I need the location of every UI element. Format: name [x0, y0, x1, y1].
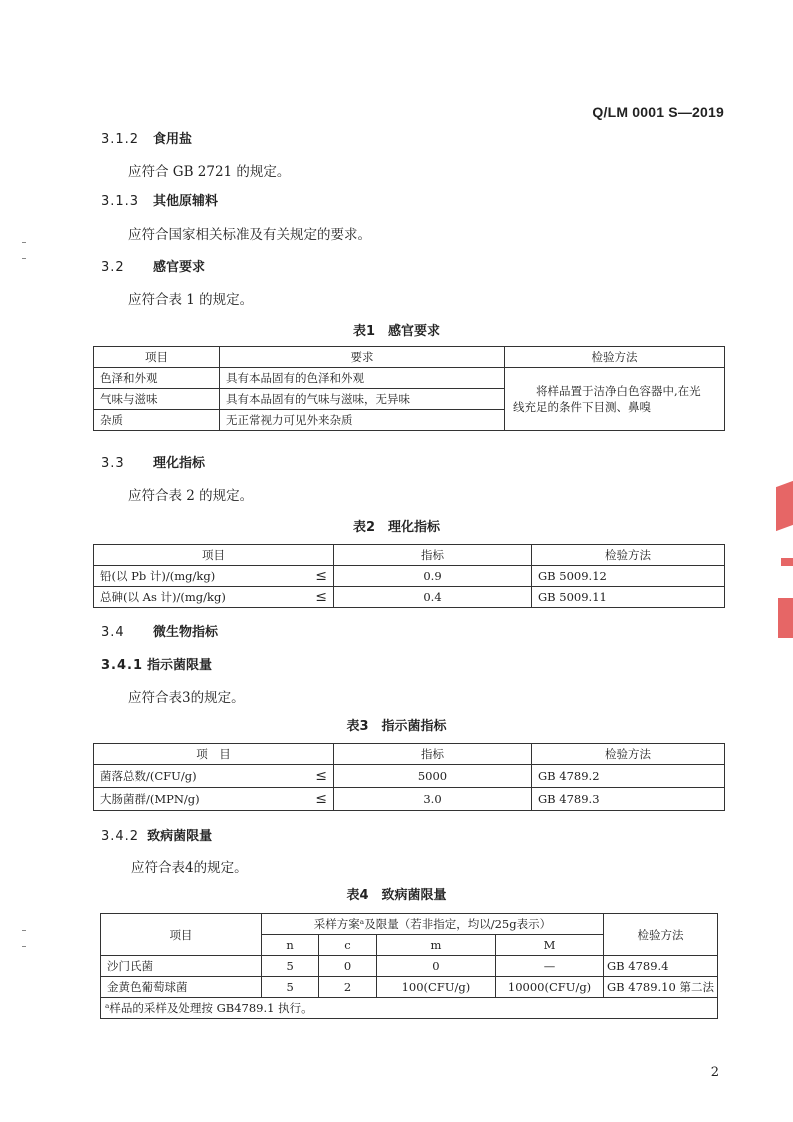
table-cell: 沙门氏菌: [101, 956, 262, 977]
table-cell: 具有本品固有的气味与滋味，无异味: [220, 389, 505, 410]
table-header: 项 目: [94, 744, 334, 765]
section-text: 应符合表 1 的规定。: [128, 292, 254, 308]
section-heading: 3.3 理化指标: [101, 456, 206, 471]
table-cell: GB 5009.11: [532, 587, 725, 608]
table-header: 检验方法: [532, 545, 725, 566]
table-cell: 金黄色葡萄球菌: [101, 977, 262, 998]
table-cell: —: [496, 956, 604, 977]
table-cell: 将样品置于洁净白色容器中,在光 线充足的条件下目测、鼻嗅: [505, 368, 725, 431]
table-cell: ≤: [294, 788, 334, 811]
seal-stamp-fragment: [778, 598, 793, 638]
table-header: c: [319, 935, 376, 956]
table-footnote: ᵃ样品的采样及处理按 GB4789.1 执行。: [101, 998, 718, 1019]
section-text: 应符合国家相关标准及有关规定的要求。: [128, 227, 371, 243]
document-code: Q/LM 0001 S—2019: [592, 104, 724, 120]
table-cell: GB 5009.12: [532, 566, 725, 587]
table-indicator-bacteria: [93, 743, 725, 811]
table-header: 项目: [101, 914, 262, 956]
seal-stamp-fragment: [781, 558, 793, 566]
section-heading: 3.1.3 其他原辅料: [101, 194, 219, 209]
margin-mark: [22, 242, 26, 243]
table-cell: 铅(以 Pb 计)/(mg/kg): [94, 566, 294, 587]
table-header: 检验方法: [532, 744, 725, 765]
table-header: M: [496, 935, 604, 956]
margin-mark: [22, 930, 26, 931]
section-heading: 3.1.2 食用盐: [101, 132, 193, 147]
section-heading: 3.4 微生物指标: [101, 625, 219, 640]
margin-mark: [22, 258, 26, 259]
table-cell: 0: [319, 956, 376, 977]
table-header: 指标: [334, 744, 532, 765]
table-header: 指标: [334, 545, 532, 566]
table-cell: 100(CFU/g): [376, 977, 495, 998]
margin-mark: [22, 946, 26, 947]
table-cell: 具有本品固有的色泽和外观: [220, 368, 505, 389]
table-cell: 3.0: [334, 788, 532, 811]
table-header: m: [376, 935, 495, 956]
table-header: 项目: [94, 545, 334, 566]
table-cell: GB 4789.2: [532, 765, 725, 788]
table-cell: ≤: [294, 566, 334, 587]
table-cell: 菌落总数/(CFU/g): [94, 765, 294, 788]
table-cell: 气味与滋味: [94, 389, 220, 410]
page-number: 2: [710, 1065, 719, 1080]
table-cell: 0.9: [334, 566, 532, 587]
table-cell: 0: [376, 956, 495, 977]
table-cell: 5: [261, 977, 318, 998]
table-cell: 10000(CFU/g): [496, 977, 604, 998]
table-cell: ≤: [294, 587, 334, 608]
table-header: 检验方法: [603, 914, 717, 956]
section-text: 应符合 GB 2721 的规定。: [128, 164, 291, 180]
table-cell: 无正常视力可见外来杂质: [220, 410, 505, 431]
table-cell: 5: [261, 956, 318, 977]
section-text: 应符合表4的规定。: [131, 860, 248, 876]
table-header: 要求: [220, 347, 505, 368]
table-cell: GB 4789.10 第二法: [603, 977, 717, 998]
table-cell: 总砷(以 As 计)/(mg/kg): [94, 587, 294, 608]
table-pathogens: [100, 913, 718, 1019]
table-cell: 5000: [334, 765, 532, 788]
table-header: n: [261, 935, 318, 956]
table-cell: GB 4789.3: [532, 788, 725, 811]
table-header: 检验方法: [505, 347, 725, 368]
section-heading: 3.4.2 致病菌限量: [101, 829, 213, 844]
section-heading: 3.4.1 指示菌限量: [101, 658, 213, 673]
table-cell: ≤: [294, 765, 334, 788]
table-cell: 0.4: [334, 587, 532, 608]
table-cell: GB 4789.4: [603, 956, 717, 977]
section-heading: 3.2 感官要求: [101, 260, 206, 275]
table-cell: 大肠菌群/(MPN/g): [94, 788, 294, 811]
table-caption: 表3 指示菌指标: [346, 719, 447, 734]
table-caption: 表2 理化指标: [352, 520, 441, 535]
table-cell: 杂质: [94, 410, 220, 431]
table-cell: 2: [319, 977, 376, 998]
table-cell: 色泽和外观: [94, 368, 220, 389]
table-physicochemical: [93, 544, 725, 608]
table-header: 采样方案ᵃ及限量（若非指定，均以/25g表示）: [261, 914, 603, 935]
table-caption: 表1 感官要求: [352, 324, 441, 339]
table-sensory: [93, 346, 725, 431]
table-header: 项目: [94, 347, 220, 368]
table-caption: 表4 致病菌限量: [346, 888, 447, 903]
section-text: 应符合表3的规定。: [128, 690, 245, 706]
section-text: 应符合表 2 的规定。: [128, 488, 254, 504]
